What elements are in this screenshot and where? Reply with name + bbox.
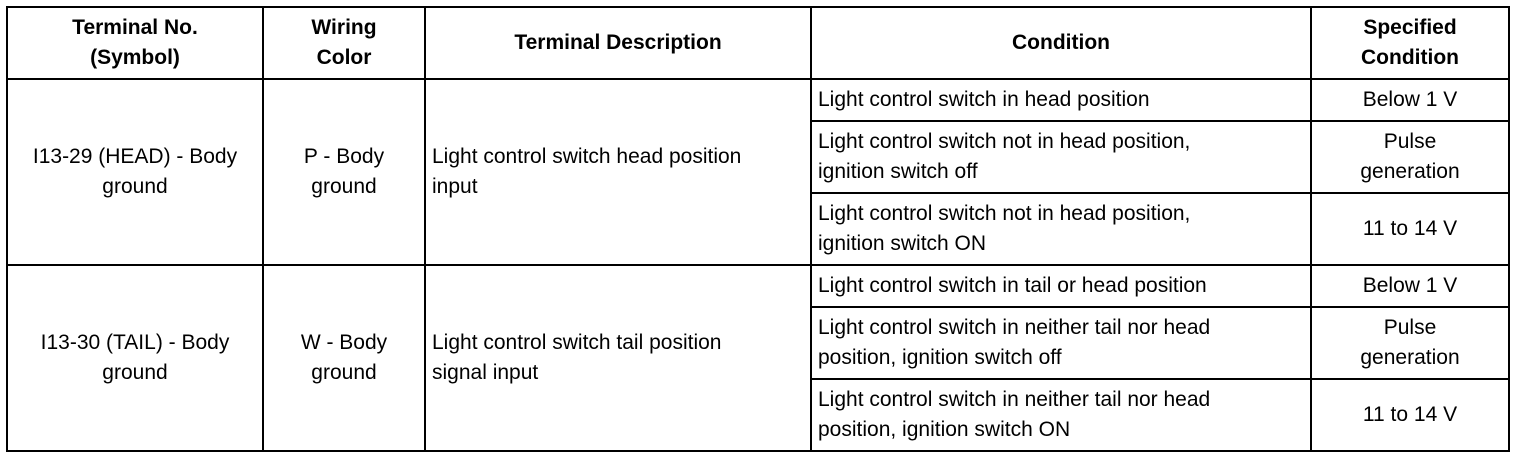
header-specified: Specified Condition bbox=[1311, 7, 1509, 79]
table-row bbox=[7, 79, 1509, 121]
terminal-cell: I13-30 (TAIL) - Body ground bbox=[7, 265, 263, 451]
condition-cell: Light control switch in neither tail nor head position, ignition switch off bbox=[811, 307, 1311, 379]
table-row bbox=[7, 265, 1509, 307]
terminal-cell: I13-29 (HEAD) - Body ground bbox=[7, 79, 263, 265]
header-wiring: Wiring Color bbox=[263, 7, 425, 79]
specified-cell: 11 to 14 V bbox=[1311, 193, 1509, 265]
description-cell: Light control switch tail position signal input bbox=[425, 265, 811, 451]
specified-cell: Pulse generation bbox=[1311, 121, 1509, 193]
wiring-cell: P - Body ground bbox=[263, 79, 425, 265]
header-row bbox=[7, 7, 1509, 79]
specified-cell: Below 1 V bbox=[1311, 79, 1509, 121]
header-condition: Condition bbox=[811, 7, 1311, 79]
specified-cell: Pulse generation bbox=[1311, 307, 1509, 379]
condition-cell: Light control switch not in head position, ignition switch off bbox=[811, 121, 1311, 193]
specified-cell: 11 to 14 V bbox=[1311, 379, 1509, 451]
condition-cell: Light control switch in neither tail nor head position, ignition switch ON bbox=[811, 379, 1311, 451]
condition-cell: Light control switch in head position bbox=[811, 79, 1311, 121]
header-terminal: Terminal No. (Symbol) bbox=[7, 7, 263, 79]
description-cell: Light control switch head position input bbox=[425, 79, 811, 265]
terminal-spec-table bbox=[6, 6, 1510, 452]
wiring-cell: W - Body ground bbox=[263, 265, 425, 451]
specified-cell: Below 1 V bbox=[1311, 265, 1509, 307]
header-description: Terminal Description bbox=[425, 7, 811, 79]
condition-cell: Light control switch not in head position, ignition switch ON bbox=[811, 193, 1311, 265]
condition-cell: Light control switch in tail or head position bbox=[811, 265, 1311, 307]
